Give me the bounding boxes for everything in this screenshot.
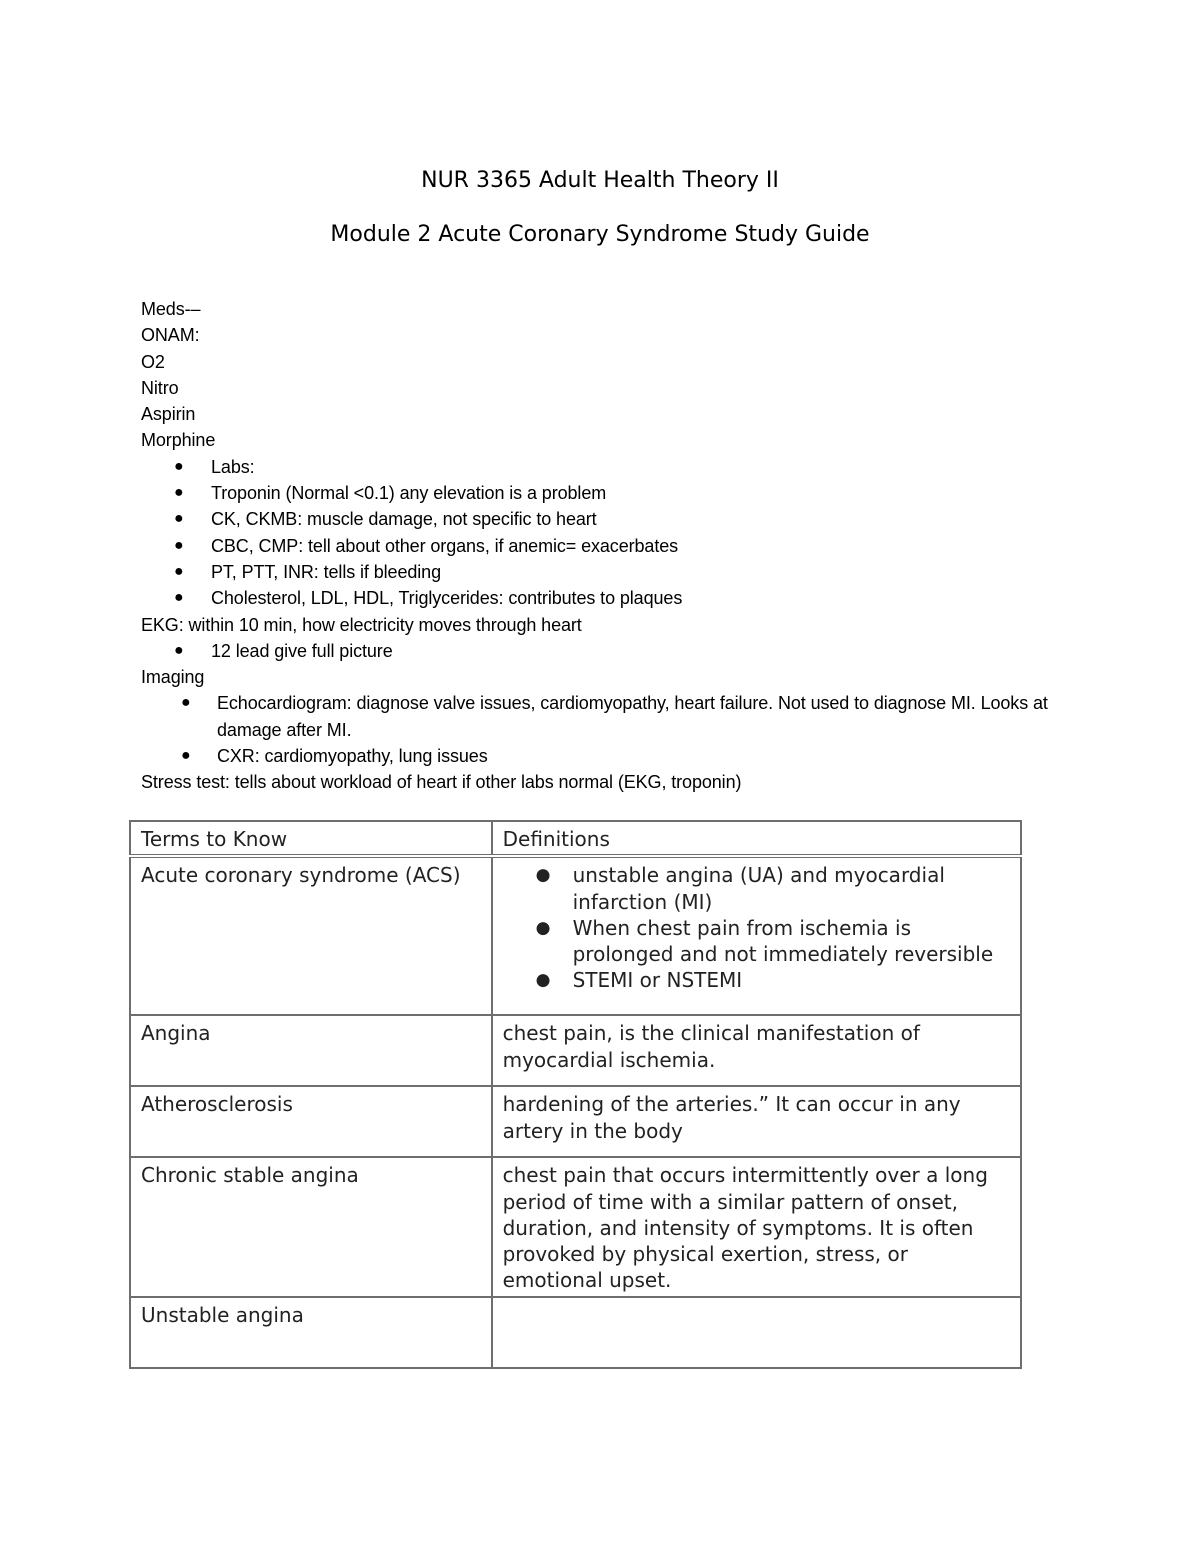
- table-row: [130, 1297, 1021, 1368]
- table-header-row: [130, 821, 1021, 856]
- list-item-text: PT, PTT, INR: tells if bleeding: [211, 561, 441, 582]
- column-header-terms: Terms to Know: [130, 821, 492, 856]
- term-cell: Atherosclerosis: [130, 1086, 492, 1157]
- list-item: [141, 638, 1081, 664]
- bullet-icon: ●: [174, 562, 184, 580]
- list-item: [141, 506, 1081, 532]
- list-item: [503, 862, 1010, 915]
- list-item-text: CBC, CMP: tell about other organs, if anemic= exacerbates: [211, 535, 679, 556]
- column-header-definitions: Definitions: [492, 821, 1021, 856]
- list-item-text: CXR: cardiomyopathy, lung issues: [217, 746, 488, 767]
- definition-cell: chest pain, is the clinical manifestation of myocardial ischemia.: [492, 1015, 1021, 1086]
- definition-cell: hardening of the arteries.” It can occur in any artery in the body: [492, 1086, 1021, 1157]
- term-cell: Acute coronary syndrome (ACS): [130, 856, 492, 1015]
- document-title: NUR 3365 Adult Health Theory II: [421, 168, 779, 193]
- ekg-list: [141, 638, 1081, 664]
- list-item: [503, 915, 1010, 968]
- list-item-text: When chest pain from ischemia is prolonged and not immediately reversible: [572, 915, 994, 967]
- imaging-list: [141, 690, 1081, 769]
- definition-list: [503, 862, 1010, 993]
- med-nitro: Nitro: [141, 377, 179, 398]
- meds-heading: Meds-–: [141, 299, 201, 319]
- list-item: [141, 559, 1081, 585]
- list-item-text: Labs:: [211, 456, 255, 477]
- document-subtitle: Module 2 Acute Coronary Syndrome Study Guide: [330, 222, 870, 247]
- bullet-icon: ●: [535, 970, 551, 991]
- definition-cell: chest pain that occurs intermittently over a long period of time with a similar pattern of onset, duration, and intensity of symptoms. It is often provoked by physical exertion, stress, or emotional upset.: [492, 1157, 1021, 1296]
- list-item: [141, 585, 1081, 611]
- definition-cell: [492, 1297, 1021, 1368]
- list-item: [141, 454, 1081, 480]
- term-cell: Unstable angina: [130, 1297, 492, 1368]
- list-item-text: 12 lead give full picture: [211, 640, 393, 661]
- list-item-text: CK, CKMB: muscle damage, not specific to heart: [211, 509, 597, 530]
- bullet-icon: ●: [181, 694, 191, 712]
- list-item-text: STEMI or NSTEMI: [572, 968, 743, 993]
- stress-test-line: Stress test: tells about workload of heart if other labs normal (EKG, troponin): [141, 772, 742, 793]
- term-cell: Chronic stable angina: [130, 1157, 492, 1296]
- med-o2: O2: [141, 351, 165, 372]
- bullet-icon: ●: [181, 747, 191, 765]
- study-notes: [141, 296, 1081, 796]
- list-item: [141, 743, 1081, 769]
- terms-table: [129, 820, 1022, 1369]
- table-row: [130, 856, 1021, 1015]
- bullet-icon: ●: [174, 457, 184, 475]
- ekg-heading: EKG: within 10 min, how electricity moves through heart: [141, 614, 582, 635]
- table-row: [130, 1157, 1021, 1296]
- bullet-icon: ●: [535, 917, 551, 938]
- list-item: [141, 480, 1081, 506]
- definition-cell: [492, 856, 1021, 1015]
- list-item-text: Troponin (Normal <0.1) any elevation is a problem: [211, 483, 607, 504]
- bullet-icon: ●: [535, 865, 551, 886]
- bullet-icon: ●: [174, 510, 184, 528]
- labs-list: [141, 454, 1081, 612]
- imaging-heading: Imaging: [141, 667, 205, 688]
- list-item-text: unstable angina (UA) and myocardial infarction (MI): [572, 863, 945, 914]
- table-row: [130, 1086, 1021, 1157]
- list-item-text: Echocardiogram: diagnose valve issues, cardiomyopathy, heart failure. Not used to diagnose MI. Looks at damage after MI.: [217, 693, 1048, 740]
- med-aspirin: Aspirin: [141, 404, 196, 425]
- bullet-icon: ●: [174, 641, 184, 659]
- term-cell: Angina: [130, 1015, 492, 1086]
- list-item: [141, 533, 1081, 559]
- onam-heading: ONAM:: [141, 325, 200, 346]
- list-item: [503, 967, 1010, 993]
- table-row: [130, 1015, 1021, 1086]
- list-item-text: Cholesterol, LDL, HDL, Triglycerides: contributes to plaques: [211, 588, 683, 609]
- bullet-icon: ●: [174, 536, 184, 554]
- med-morphine: Morphine: [141, 430, 216, 451]
- list-item: [141, 690, 1081, 743]
- bullet-icon: ●: [174, 589, 184, 607]
- bullet-icon: ●: [174, 484, 184, 502]
